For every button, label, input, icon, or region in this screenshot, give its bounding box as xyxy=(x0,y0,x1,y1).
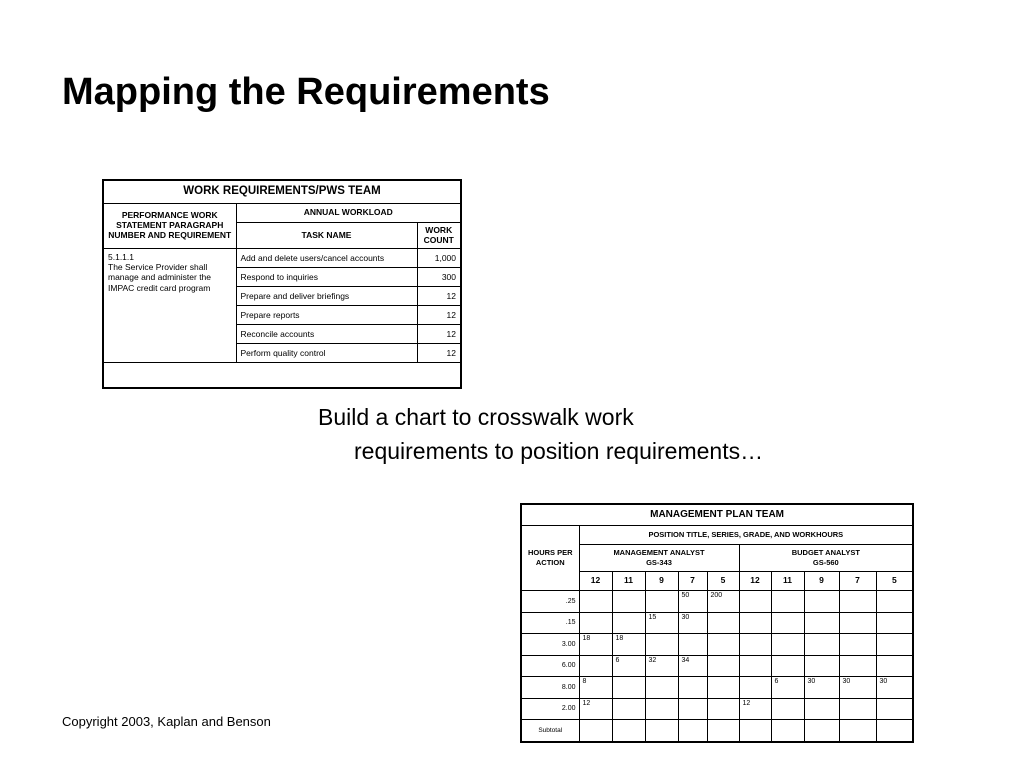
workhours-cell xyxy=(876,655,913,677)
subtotal-cell xyxy=(739,720,771,742)
workhours-cell xyxy=(678,698,707,720)
subtotal-cell xyxy=(804,720,839,742)
subtotal-cell xyxy=(678,720,707,742)
workhours-cell xyxy=(612,677,645,699)
workhours-cell xyxy=(839,591,876,613)
work-table-title: WORK REQUIREMENTS/PWS TEAM xyxy=(103,180,461,204)
blank-row xyxy=(103,363,461,389)
workhours-cell: 12 xyxy=(739,698,771,720)
workhours-cell: 30 xyxy=(804,677,839,699)
workhours-cell xyxy=(579,612,612,634)
subtotal-cell xyxy=(876,720,913,742)
workhours-cell xyxy=(678,677,707,699)
subtotal-row xyxy=(521,720,913,742)
workhours-cell xyxy=(707,612,739,634)
workhours-cell: 30 xyxy=(839,677,876,699)
task-name: Perform quality control xyxy=(236,344,417,363)
work-count-header: WORK COUNT xyxy=(417,223,461,249)
workhours-cell xyxy=(707,698,739,720)
grade-header: 9 xyxy=(645,572,678,591)
work-count: 12 xyxy=(417,287,461,306)
workhours-cell xyxy=(804,655,839,677)
subtotal-cell xyxy=(579,720,612,742)
workhours-cell xyxy=(739,634,771,656)
task-name: Add and delete users/cancel accounts xyxy=(236,249,417,268)
workhours-cell xyxy=(771,591,804,613)
workhours-cell xyxy=(645,677,678,699)
workhours-cell xyxy=(739,677,771,699)
workhours-cell xyxy=(739,655,771,677)
subtotal-cell xyxy=(707,720,739,742)
workhours-cell: 6 xyxy=(771,677,804,699)
workhours-cell xyxy=(707,655,739,677)
workhours-cell xyxy=(707,634,739,656)
grade-header: 5 xyxy=(876,572,913,591)
workhours-cell: 12 xyxy=(579,698,612,720)
workhours-cell xyxy=(645,698,678,720)
grade-header: 7 xyxy=(839,572,876,591)
workhours-cell xyxy=(579,591,612,613)
grade-header: 9 xyxy=(804,572,839,591)
workhours-cell: 18 xyxy=(579,634,612,656)
workhours-cell xyxy=(678,634,707,656)
position-management-analyst xyxy=(579,545,739,572)
workhours-cell xyxy=(876,612,913,634)
workhours-cell xyxy=(876,698,913,720)
position-title: MANAGEMENT ANALYST xyxy=(613,547,705,557)
table-row xyxy=(521,612,913,634)
workhours-cell: 200 xyxy=(707,591,739,613)
hours-per-action: 8.00 xyxy=(521,677,579,699)
workhours-cell xyxy=(804,591,839,613)
task-name: Prepare and deliver briefings xyxy=(236,287,417,306)
table-row xyxy=(521,591,913,613)
work-count: 12 xyxy=(417,325,461,344)
workhours-cell: 30 xyxy=(678,612,707,634)
task-name: Prepare reports xyxy=(236,306,417,325)
work-count: 12 xyxy=(417,344,461,363)
work-count: 300 xyxy=(417,268,461,287)
subtotal-cell xyxy=(839,720,876,742)
table-row xyxy=(521,698,913,720)
position-budget-analyst xyxy=(739,545,913,572)
table-row xyxy=(521,655,913,677)
position-header: POSITION TITLE, SERIES, GRADE, AND WORKHOURS xyxy=(579,526,913,545)
workhours-cell xyxy=(645,634,678,656)
grade-header: 11 xyxy=(771,572,804,591)
grade-header: 12 xyxy=(579,572,612,591)
task-name: Respond to inquiries xyxy=(236,268,417,287)
workhours-cell xyxy=(707,677,739,699)
requirement-column-header: PERFORMANCE WORK STATEMENT PARAGRAPH NUMBER AND REQUIREMENT xyxy=(103,204,236,249)
workhours-cell: 32 xyxy=(645,655,678,677)
grade-header: 12 xyxy=(739,572,771,591)
workhours-cell xyxy=(839,612,876,634)
workhours-cell xyxy=(839,634,876,656)
subtotal-cell xyxy=(771,720,804,742)
plan-table-title: MANAGEMENT PLAN TEAM xyxy=(521,504,913,526)
workhours-cell xyxy=(876,634,913,656)
workhours-cell xyxy=(771,655,804,677)
grade-header: 5 xyxy=(707,572,739,591)
workhours-cell xyxy=(839,698,876,720)
workhours-cell xyxy=(645,591,678,613)
hours-per-action: 6.00 xyxy=(521,655,579,677)
subtotal-label: Subtotal xyxy=(521,720,579,742)
workhours-cell xyxy=(876,591,913,613)
workhours-cell: 6 xyxy=(612,655,645,677)
workhours-cell xyxy=(804,612,839,634)
workhours-cell: 8 xyxy=(579,677,612,699)
position-series: GS-560 xyxy=(812,558,839,567)
requirement-text: The Service Provider shall manage and administer the IMPAC credit card program xyxy=(108,262,212,293)
hours-per-action: .25 xyxy=(521,591,579,613)
position-series: GS-343 xyxy=(646,558,672,567)
caption-text: Build a chart to crosswalk work requirements to position requirements… xyxy=(318,404,764,464)
copyright-text: Copyright 2003, Kaplan and Benson xyxy=(62,714,271,729)
work-count: 1,000 xyxy=(417,249,461,268)
workhours-cell xyxy=(612,698,645,720)
workhours-cell xyxy=(839,655,876,677)
table-row xyxy=(521,677,913,699)
workhours-cell xyxy=(612,591,645,613)
annual-workload-header: ANNUAL WORKLOAD xyxy=(236,204,461,223)
grade-row xyxy=(521,572,913,591)
grade-header: 11 xyxy=(612,572,645,591)
subtotal-cell xyxy=(612,720,645,742)
workhours-cell: 15 xyxy=(645,612,678,634)
subtotal-cell xyxy=(645,720,678,742)
workhours-cell xyxy=(804,634,839,656)
workhours-cell xyxy=(579,655,612,677)
work-count: 12 xyxy=(417,306,461,325)
workhours-cell xyxy=(739,612,771,634)
blank-cell xyxy=(103,363,461,389)
work-requirements-table xyxy=(102,179,462,389)
position-title: BUDGET ANALYST xyxy=(791,547,860,557)
hours-per-action: .15 xyxy=(521,612,579,634)
workhours-cell xyxy=(771,698,804,720)
workhours-cell xyxy=(771,612,804,634)
slide-title: Mapping the Requirements xyxy=(62,71,550,113)
workhours-cell xyxy=(804,698,839,720)
workhours-cell: 34 xyxy=(678,655,707,677)
hours-per-action: 3.00 xyxy=(521,634,579,656)
requirement-number: 5.1.1.1 xyxy=(108,252,134,262)
workhours-cell: 50 xyxy=(678,591,707,613)
task-name-header: TASK NAME xyxy=(236,223,417,249)
workhours-cell: 30 xyxy=(876,677,913,699)
workhours-cell: 18 xyxy=(612,634,645,656)
workhours-cell xyxy=(739,591,771,613)
task-name: Reconcile accounts xyxy=(236,325,417,344)
requirement-cell xyxy=(103,249,236,363)
hours-per-action: 2.00 xyxy=(521,698,579,720)
management-plan-table xyxy=(520,503,914,743)
table-row xyxy=(521,634,913,656)
grade-header: 7 xyxy=(678,572,707,591)
workhours-cell xyxy=(771,634,804,656)
workhours-cell xyxy=(612,612,645,634)
table-row xyxy=(103,249,461,268)
hours-per-action-header: HOURS PER ACTION xyxy=(521,526,579,591)
